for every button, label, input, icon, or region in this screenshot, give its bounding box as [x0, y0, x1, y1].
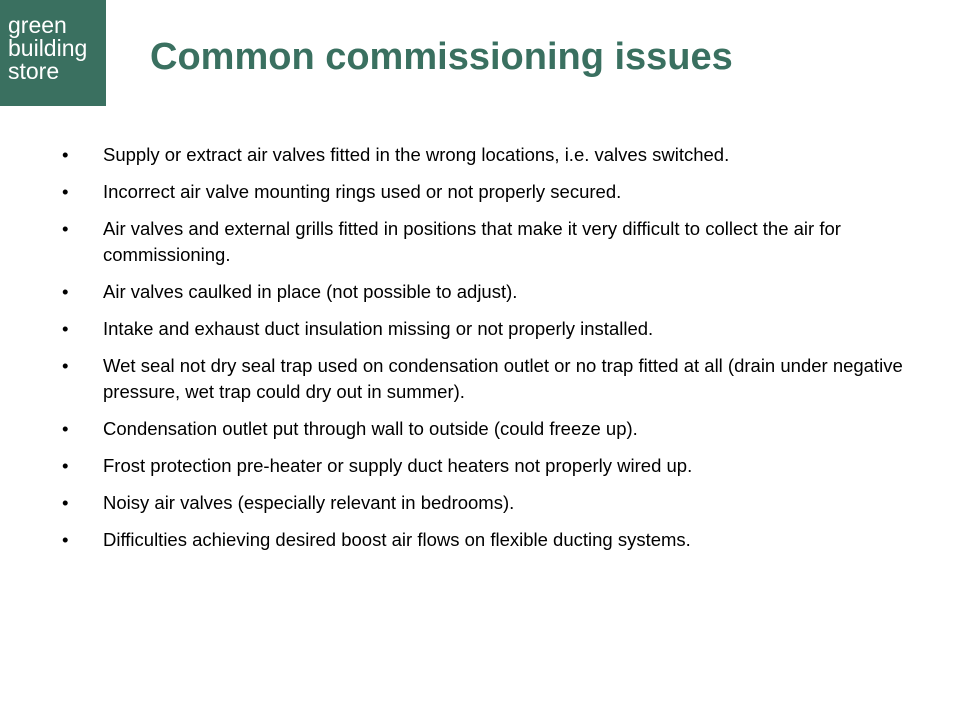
bullet-icon: • — [62, 218, 69, 239]
bullet-text: Condensation outlet put through wall to outside (could freeze up). — [103, 418, 638, 439]
bullet-text: Supply or extract air valves fitted in the wrong locations, i.e. valves switched. — [103, 144, 730, 165]
bullet-item — [62, 179, 922, 205]
bullet-text: Air valves caulked in place (not possible to adjust). — [103, 281, 518, 302]
bullet-icon: • — [62, 144, 69, 165]
bullet-item — [62, 316, 922, 342]
bullet-text: Intake and exhaust duct insulation missing or not properly installed. — [103, 318, 654, 339]
logo-line-building: building — [8, 35, 88, 61]
bullet-item — [62, 216, 922, 268]
bullet-item — [62, 490, 922, 516]
bullet-icon: • — [62, 318, 69, 339]
bullet-item — [62, 142, 922, 168]
bullet-text: Difficulties achieving desired boost air flows on flexible ducting systems. — [103, 529, 691, 550]
logo-line-store: store — [8, 58, 60, 84]
bullet-text: Air valves and external grills fitted in positions that make it very difficult to collect the air for commissioning. — [103, 218, 841, 265]
bullet-item — [62, 353, 922, 405]
bullet-text: Noisy air valves (especially relevant in bedrooms). — [103, 492, 515, 513]
bullet-icon: • — [62, 355, 69, 376]
bullet-text: Wet seal not dry seal trap used on condensation outlet or no trap fitted at all (drain under negative pressure, wet trap could dry out in summer). — [103, 355, 903, 402]
bullet-item — [62, 453, 922, 479]
bullet-text: Frost protection pre-heater or supply duct heaters not properly wired up. — [103, 455, 693, 476]
bullet-icon: • — [62, 281, 69, 302]
bullet-icon: • — [62, 455, 69, 476]
bullet-icon: • — [62, 181, 69, 202]
bullet-item — [62, 527, 922, 553]
bullet-list — [62, 142, 922, 564]
brand-logo — [0, 0, 106, 106]
bullet-icon: • — [62, 418, 69, 439]
bullet-item — [62, 416, 922, 442]
bullet-item — [62, 279, 922, 305]
slide-title: Common commissioning issues — [150, 36, 733, 78]
logo-line-green: green — [8, 12, 67, 38]
bullet-icon: • — [62, 529, 69, 550]
bullet-icon: • — [62, 492, 69, 513]
bullet-text: Incorrect air valve mounting rings used or not properly secured. — [103, 181, 622, 202]
